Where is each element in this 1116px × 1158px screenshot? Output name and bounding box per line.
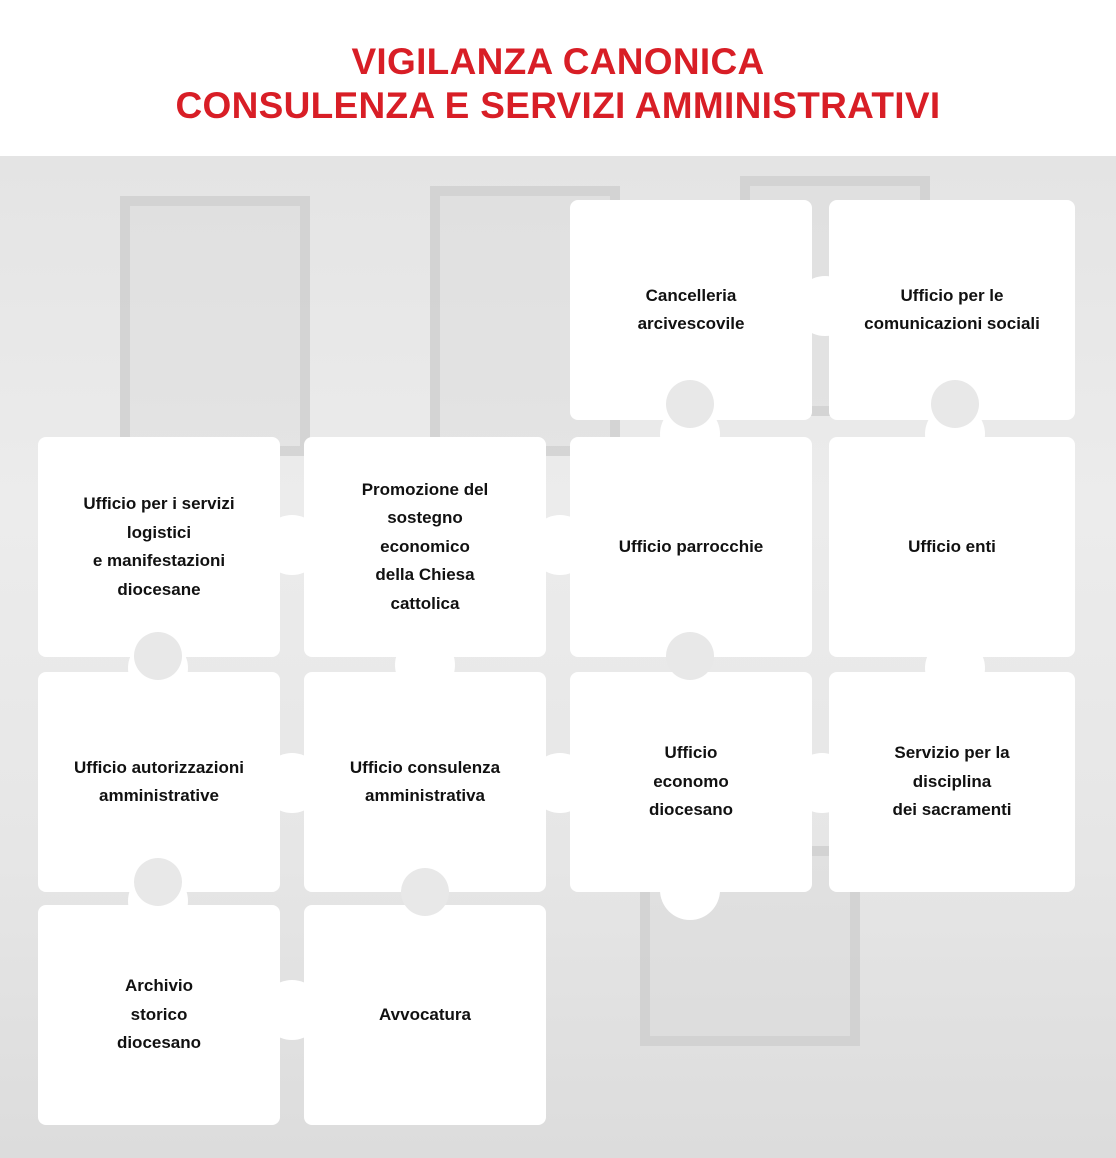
piece-avvocatura: Avvocatura: [379, 1004, 471, 1024]
piece-autorizzazioni: Ufficio autorizzazioni amministrative: [74, 757, 244, 805]
piece-consulenza: Ufficio consulenza amministrativa: [349, 757, 501, 805]
title-line-2: CONSULENZA E SERVIZI AMMINISTRATIVI: [175, 85, 941, 126]
piece-enti: Ufficio enti: [908, 536, 996, 556]
piece-parrocchie: Ufficio parrocchie: [618, 536, 764, 556]
piece-cancelleria: Cancelleria arcivescovile: [637, 285, 745, 333]
title-line-1: VIGILANZA CANONICA: [351, 41, 765, 82]
piece-economo: Ufficio economo diocesano: [648, 743, 734, 820]
piece-comunicazioni-sociali: Ufficio per le comunicazioni sociali: [864, 285, 1040, 333]
piece-archivio-storico: Archivio storico diocesano: [116, 976, 202, 1053]
piece-promozione-sostegno: Promozione del sostegno economico della Chiesa cattolica: [361, 479, 489, 613]
piece-sacramenti: Servizio per la disciplina dei sacramenti: [892, 743, 1012, 820]
piece-servizi-logistici: Ufficio per i servizi logistici e manifestazioni diocesane: [83, 494, 235, 599]
